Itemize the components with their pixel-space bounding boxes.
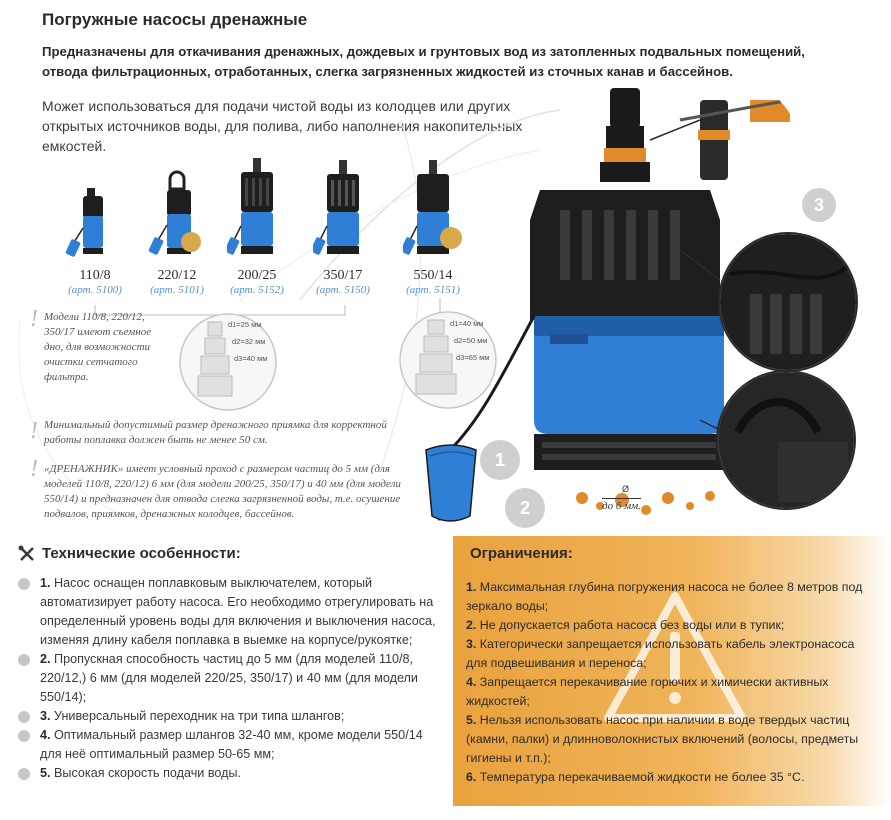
item-text: Категорически запрещается использовать кабель электронасоса для подвешивания и переноса;	[466, 637, 855, 670]
bullet-dot-icon	[18, 768, 30, 780]
model-article: (арт. 5151)	[406, 284, 460, 296]
model-name: 220/12	[157, 268, 197, 283]
item-text: Запрещается перекачивание горючих и химически активных жидкостей;	[466, 675, 829, 708]
list-item	[466, 616, 866, 635]
item-text: Температура перекачиваемой жидкости не более 35 °С.	[479, 770, 805, 784]
list-item	[18, 764, 438, 783]
adapter-d3: d3=40 мм	[234, 354, 268, 363]
item-number: 4.	[466, 675, 477, 689]
item-number: 2.	[40, 652, 51, 666]
list-item	[466, 768, 866, 787]
item-text: Универсальный переходник на три типа шлангов;	[54, 709, 345, 723]
item-number: 1.	[466, 580, 477, 594]
item-text: Оптимальный размер шлангов 32-40 мм, кроме модели 550/14 для неё оптимальный размер 50-65 мм;	[40, 728, 423, 761]
model-name: 350/17	[323, 268, 363, 283]
adapter-d1: d1=25 мм	[228, 320, 262, 329]
item-text: Нельзя использовать насос при наличии в воде твердых частиц (камни, палки) и длинноволокнистых включений (волосы, предметы гигиены и т.п.);	[466, 713, 859, 765]
usage-text: Может использоваться для подачи чистой воды из колодцев или других открытых источников воды, для полива, либо наполнения накопительных емкостей.	[42, 98, 523, 154]
item-number: 6.	[466, 770, 477, 784]
item-number: 2.	[466, 618, 477, 632]
purpose-text: Предназначены для откачивания дренажных, дождевых и грунтовых вод из затопленных подвальных помещений, отвода фильтрационных, отработанных, слегка загрязненных жидкостей из сточных канав и бассейнов.	[42, 44, 805, 79]
item-text: Высокая скорость подачи воды.	[54, 766, 241, 780]
bullet-dot-icon	[18, 730, 30, 742]
note-pit-size: Минимальный допустимый размер дренажного приямка для корректной работы поплавка должен быть не менее 50 см.	[44, 419, 387, 446]
item-number: 1.	[40, 576, 51, 590]
list-item	[18, 650, 438, 707]
particle-diameter-symbol: Ø	[622, 484, 630, 494]
note-removable-bottom: Модели 110/8, 220/12, 350/17 имеют съемное дно, для возможности очистки сетчатого фильтра.	[44, 311, 152, 383]
item-text: Не допускается работа насоса без воды или в тупик;	[479, 618, 785, 632]
limitations-list	[466, 578, 866, 787]
item-text: Максимальная глубина погружения насоса не более 8 метров под зеркало воды;	[466, 580, 863, 613]
item-number: 5.	[40, 766, 51, 780]
list-item	[466, 673, 866, 711]
page-title: Погружные насосы дренажные	[42, 10, 308, 29]
list-item	[466, 635, 866, 673]
model-article: (арт. 5150)	[316, 284, 370, 296]
item-number: 4.	[40, 728, 51, 742]
particle-size-label: до 6 мм.	[602, 500, 641, 512]
limitations-title: Ограничения:	[470, 545, 573, 562]
model-name: 110/8	[79, 268, 111, 283]
model-article: (арт. 5101)	[150, 284, 204, 296]
adapter-d2: d2=50 мм	[454, 336, 488, 345]
note-exclamation-icon: !	[30, 456, 38, 482]
badge-number-2: 2	[505, 488, 545, 528]
item-number: 3.	[40, 709, 51, 723]
item-text: Пропускная способность частиц до 5 мм (для моделей 110/8, 220/12,) 6 мм (для моделей 220/25, 350/17) и 40 мм (для модели 550/14);	[40, 652, 418, 704]
adapter-d2: d2=32 мм	[232, 337, 266, 346]
model-name: 550/14	[413, 268, 453, 283]
bullet-dot-icon	[18, 711, 30, 723]
model-article: (арт. 5100)	[68, 284, 122, 296]
list-item	[466, 578, 866, 616]
list-item	[18, 726, 438, 764]
list-item	[18, 707, 438, 726]
features-list	[18, 574, 438, 783]
note-exclamation-icon: !	[30, 306, 38, 332]
bullet-dot-icon	[18, 654, 30, 666]
wrench-screwdriver-icon	[18, 545, 36, 563]
model-name: 200/25	[237, 268, 277, 283]
adapter-d3: d3=65 мм	[456, 353, 490, 362]
features-title: Технические особенности:	[42, 545, 241, 562]
adapter-d1: d1=40 мм	[450, 319, 484, 328]
badge-number-3: 3	[802, 188, 836, 222]
badge-number-1: 1	[480, 440, 520, 480]
list-item	[18, 574, 438, 650]
item-number: 3.	[466, 637, 477, 651]
item-number: 5.	[466, 713, 477, 727]
item-text: Насос оснащен поплавковым выключателем, который автоматизирует работу насоса. Его необходимо отрегулировать на определенный уровень воды для включения и выключения насоса, изменяя длину кабеля поплавка в выемке на корпусе/рукоятке;	[40, 576, 436, 647]
note-particle-size: «ДРЕНАЖНИК» имеет условный проход с размером частиц до 5 мм (для моделей 110/8, 220/12) 6 мм (для модели 200/25, 350/17) и 40 мм (для модели 550/14) и предназначен для отвода слегка загрязненной воды, т.е. осушение подвалов, приямков, дренажных колодцев, бассейнов.	[44, 463, 401, 520]
bullet-dot-icon	[18, 578, 30, 590]
list-item	[466, 711, 866, 768]
note-exclamation-icon: !	[30, 418, 38, 444]
model-article: (арт. 5152)	[230, 284, 284, 296]
